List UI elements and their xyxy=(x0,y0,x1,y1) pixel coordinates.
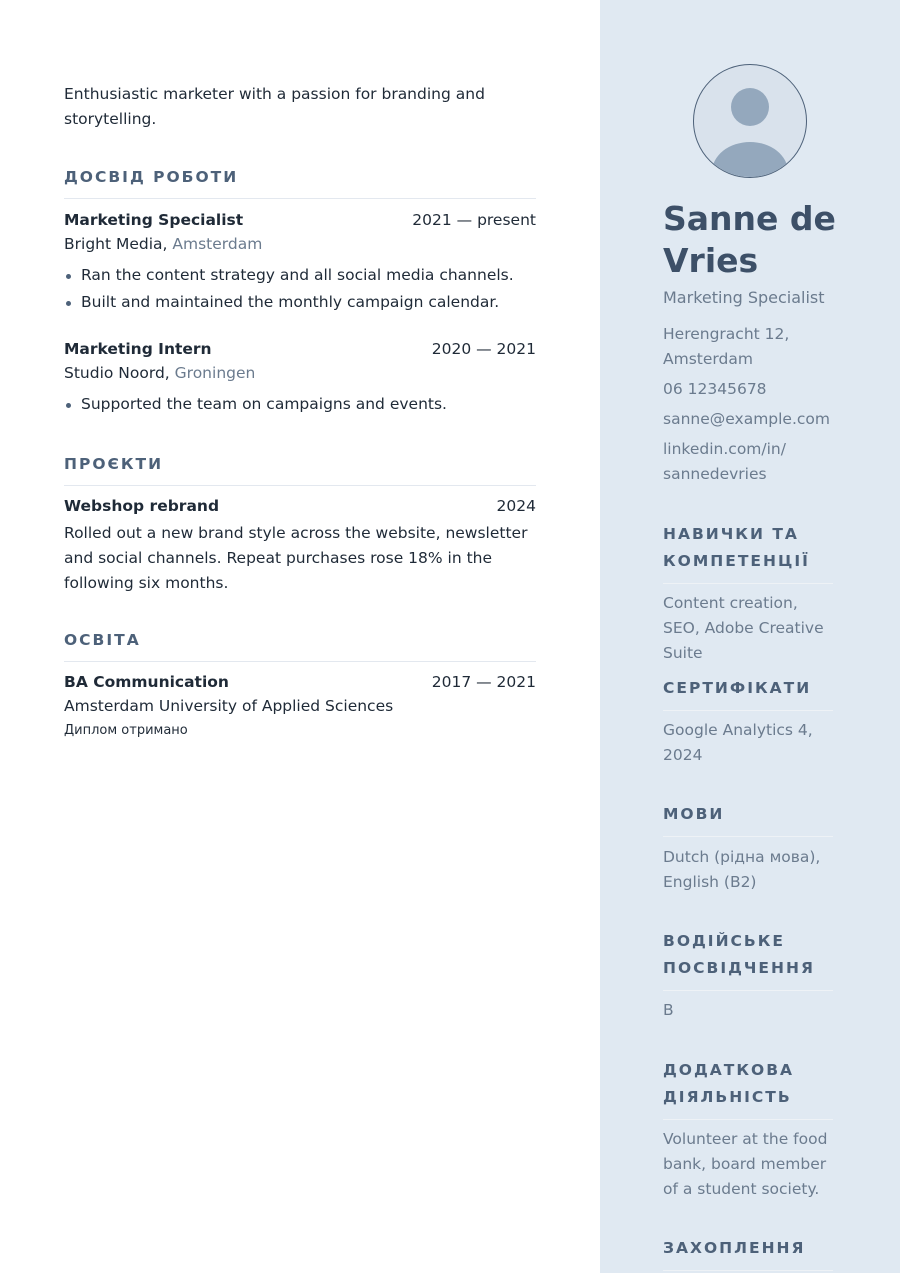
languages-heading: МОВИ xyxy=(663,801,833,837)
company-name: Bright Media, xyxy=(64,235,173,253)
bullet-item: Supported the team on campaigns and events. xyxy=(64,391,447,418)
school-name: Amsterdam University of Applied Sciences xyxy=(64,697,394,715)
project-title: Webshop rebrand xyxy=(64,497,220,515)
person-name: Sanne de Vries xyxy=(663,199,836,280)
job-bullets xyxy=(64,262,514,316)
degree-note: Диплом отримано xyxy=(64,723,188,738)
avatar-icon xyxy=(693,64,807,178)
project-year: 2024 xyxy=(496,497,536,515)
projects-heading: ПРОЄКТИ xyxy=(64,455,536,486)
person-role: Marketing Specialist xyxy=(663,288,825,307)
company-name: Studio Noord, xyxy=(64,364,175,382)
job-dates: 2020 — 2021 xyxy=(431,340,536,358)
sidebar xyxy=(600,0,900,1273)
license-heading: ВОДІЙСЬКЕ ПОСВІДЧЕННЯ xyxy=(663,928,833,991)
contact-address: Herengracht 12, Amsterdam xyxy=(663,325,790,368)
job-title: Marketing Specialist xyxy=(64,211,244,229)
project-description: Rolled out a new brand style across the website, newsletter and social channels. Repeat purchases rose 18% in the following six months. xyxy=(64,524,528,592)
job-bullets xyxy=(64,391,447,418)
bullet-item: Ran the content strategy and all social media channels. xyxy=(64,262,514,289)
hobbies-heading: ЗАХОПЛЕННЯ xyxy=(663,1235,833,1271)
job-company xyxy=(64,235,262,253)
experience-heading: ДОСВІД РОБОТИ xyxy=(64,168,536,199)
languages-text: Dutch (рідна мова), English (B2) xyxy=(663,848,821,891)
job-dates: 2021 — present xyxy=(412,211,536,229)
skills-text: Content creation, SEO, Adobe Creative Suite xyxy=(663,594,824,662)
certificates-text: Google Analytics 4, 2024 xyxy=(663,721,813,764)
avatar-body xyxy=(712,142,788,178)
company-location: Amsterdam xyxy=(172,235,263,253)
company-location: Groningen xyxy=(174,364,256,382)
education-heading: ОСВІТА xyxy=(64,631,536,662)
profile-summary: Enthusiastic marketer with a passion for branding and storytelling. xyxy=(64,85,485,128)
contact-phone: 06 12345678 xyxy=(663,380,767,398)
certificates-heading: СЕРТИФІКАТИ xyxy=(663,675,833,711)
license-text: B xyxy=(663,1001,674,1019)
activities-text: Volunteer at the food bank, board member of a student society. xyxy=(663,1130,828,1198)
job-company xyxy=(64,364,255,382)
education-dates: 2017 — 2021 xyxy=(431,673,536,691)
contact-email[interactable]: sanne@example.com xyxy=(663,410,831,428)
skills-heading: НАВИЧКИ ТА КОМПЕТЕНЦІЇ xyxy=(663,521,833,584)
degree-title: BA Communication xyxy=(64,673,229,691)
job-title: Marketing Intern xyxy=(64,340,212,358)
bullet-item: Built and maintained the monthly campaign calendar. xyxy=(64,289,514,316)
contact-linkedin[interactable]: linkedin.com/in/ sannedevries xyxy=(663,440,786,483)
activities-heading: ДОДАТКОВА ДІЯЛЬНІСТЬ xyxy=(663,1057,833,1120)
avatar-head xyxy=(731,88,769,126)
